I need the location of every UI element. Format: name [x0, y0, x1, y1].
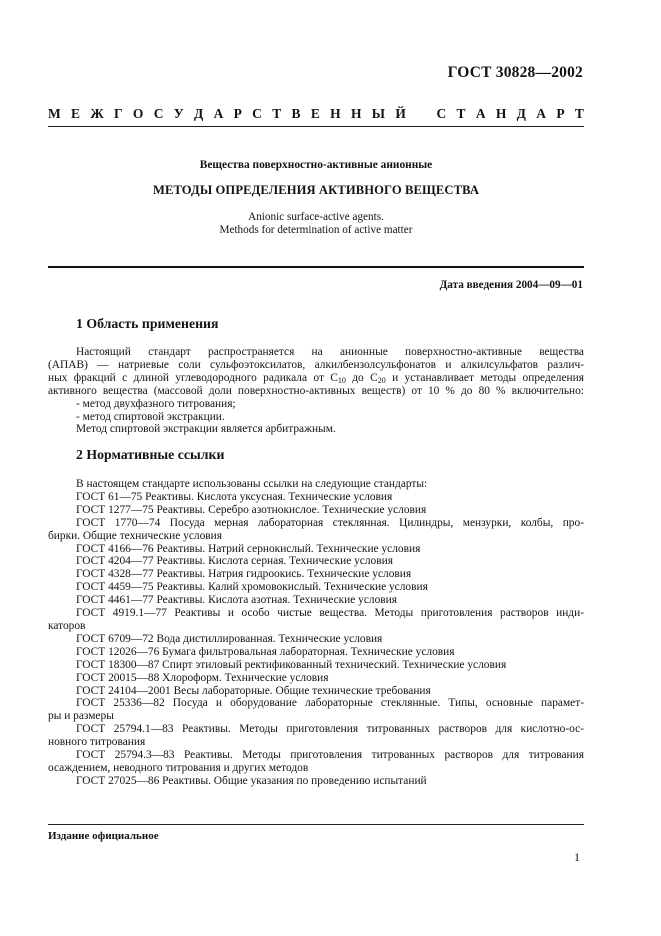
interstate-letter: Н [350, 106, 362, 121]
reference-line: бирки. Общие технические условия [48, 529, 222, 542]
reference-line: новного титрования [48, 736, 146, 749]
interstate-letter: Н [495, 106, 507, 121]
english-title [48, 211, 584, 237]
method-item: - метод двухфазного титрования; [76, 397, 236, 410]
interstate-letter: Т [456, 106, 466, 121]
section-1-line: активного вещества (массовой доли поверхностно-активных веществ) от 10 % до 80 % включительно: [48, 384, 584, 397]
interstate-letter: Р [556, 106, 565, 121]
reference-line: ГОСТ 25794.1—83 Реактивы. Методы приготовления титрованных растворов для кислотно-ос- [76, 723, 584, 736]
interstate-letter: С [436, 106, 447, 121]
title-divider [48, 266, 584, 268]
reference-line: ГОСТ 4459—75 Реактивы. Калий хромовокислый. Технические условия [76, 581, 428, 594]
reference-line: ры и размеры [48, 710, 114, 723]
method-item: - метод спиртовой экстракции. [76, 410, 225, 423]
interstate-letter: Ж [90, 106, 104, 121]
document-subtitle: Вещества поверхностно-активные анионные [199, 159, 433, 171]
section-1-line: Настоящий стандарт распространяется на анионные поверхностно-активные вещества [76, 346, 584, 358]
interstate-letter: О [132, 106, 144, 121]
english-title-line-2: Methods for determination of active matter [219, 224, 413, 236]
interstate-letter: В [291, 106, 301, 121]
header-divider [48, 126, 584, 127]
reference-line: осаждением, неводного титрования и других методов [48, 761, 309, 774]
normative-references-list [48, 478, 584, 788]
interstate-standard-heading [48, 106, 584, 122]
reference-line: ГОСТ 25336—82 Посуда и оборудование лабораторные стеклянные. Типы, основные парамет- [76, 697, 584, 710]
interstate-letter: Г [114, 106, 123, 121]
reference-line: ГОСТ 25794.3—83 Реактивы. Методы приготовления титрованных растворов для титрования [76, 749, 584, 762]
reference-line: ГОСТ 20015—88 Хлороформ. Технические условия [76, 671, 329, 684]
reference-line: ГОСТ 1770—74 Посуда мерная лабораторная стеклянная. Цилиндры, мензурки, колбы, про- [76, 516, 584, 529]
interstate-letter: Е [310, 106, 320, 121]
interstate-letter: Д [516, 106, 526, 121]
english-title-line-1: Anionic surface-active agents. [248, 211, 384, 223]
reference-line: ГОСТ 61—75 Реактивы. Кислота уксусная. Технические условия [76, 490, 393, 503]
interstate-letter: Ы [371, 106, 386, 121]
interstate-letter: С [252, 106, 262, 121]
section-1-heading: 1 Область применения [76, 316, 219, 331]
page-number: 1 [574, 850, 580, 864]
publication-note: Издание официальное [48, 830, 159, 842]
section-1-note: Метод спиртовой экстракции является арбитражным. [76, 423, 336, 436]
interstate-letter: Т [574, 106, 584, 121]
interstate-letter: М [48, 106, 61, 121]
reference-line: ГОСТ 24104—2001 Весы лабораторные. Общие технические требования [76, 684, 431, 697]
interstate-letter [416, 106, 426, 122]
section-1-line: (АПАВ) — натриевые соли сульфоэтоксилатов, алкилбензолсульфонатов и алкилсульфатов различ- [48, 358, 584, 371]
reference-line: ГОСТ 4919.1—77 Реактивы и особо чистые вещества. Методы приготовления растворов инди- [76, 607, 584, 620]
interstate-letter: Д [193, 106, 204, 121]
reference-line: ГОСТ 6709—72 Вода дистиллированная. Технические условия [76, 632, 383, 645]
reference-line: ГОСТ 4328—77 Реактивы. Натрия гидроокись. Технические условия [76, 568, 412, 581]
interstate-letter: Е [71, 106, 81, 121]
interstate-letter: Й [395, 106, 406, 121]
reference-line: ГОСТ 4204—77 Реактивы. Кислота серная. Технические условия [76, 555, 393, 568]
reference-line: ГОСТ 27025—86 Реактивы. Общие указания по проведению испытаний [76, 774, 427, 787]
interstate-letter: А [536, 106, 547, 121]
reference-line: ГОСТ 18300—87 Спирт этиловый ректификованный технический. Технические условия [76, 658, 507, 671]
interstate-letter: Т [272, 106, 282, 121]
interstate-letter: Н [330, 106, 341, 121]
reference-line: ГОСТ 4166—76 Реактивы. Натрий сернокислый. Технические условия [76, 542, 421, 555]
interstate-letter: У [173, 106, 184, 121]
reference-line: В настоящем стандарте использованы ссылки на следующие стандарты: [76, 478, 428, 490]
document-title: МЕТОДЫ ОПРЕДЕЛЕНИЯ АКТИВНОГО ВЕЩЕСТВА [152, 183, 480, 197]
interstate-letter: Р [233, 106, 242, 121]
document-code: ГОСТ 30828—2002 [447, 64, 583, 81]
section-1-line: ных фракций с длиной углеводородного радикала от $C_{10}$ до $C_{20}$ и устанавливает методы определения [48, 371, 584, 385]
interstate-letter: С [153, 106, 164, 121]
reference-line: ГОСТ 4461—77 Реактивы. Кислота азотная. Технические условия [76, 594, 398, 607]
reference-line: ГОСТ 1277—75 Реактивы. Серебро азотнокислое. Технические условия [76, 503, 427, 516]
section-2-heading: 2 Нормативные ссылки [76, 447, 225, 462]
footer-divider [48, 824, 584, 825]
interstate-letter: А [213, 106, 224, 121]
reference-line: ГОСТ 12026—76 Бумага фильтровальная лабораторная. Технические условия [76, 645, 455, 658]
interstate-letter: А [475, 106, 486, 121]
reference-line: каторов [48, 619, 86, 632]
section-1-body [48, 346, 584, 436]
introduction-date: Дата введения 2004—09—01 [439, 279, 583, 291]
